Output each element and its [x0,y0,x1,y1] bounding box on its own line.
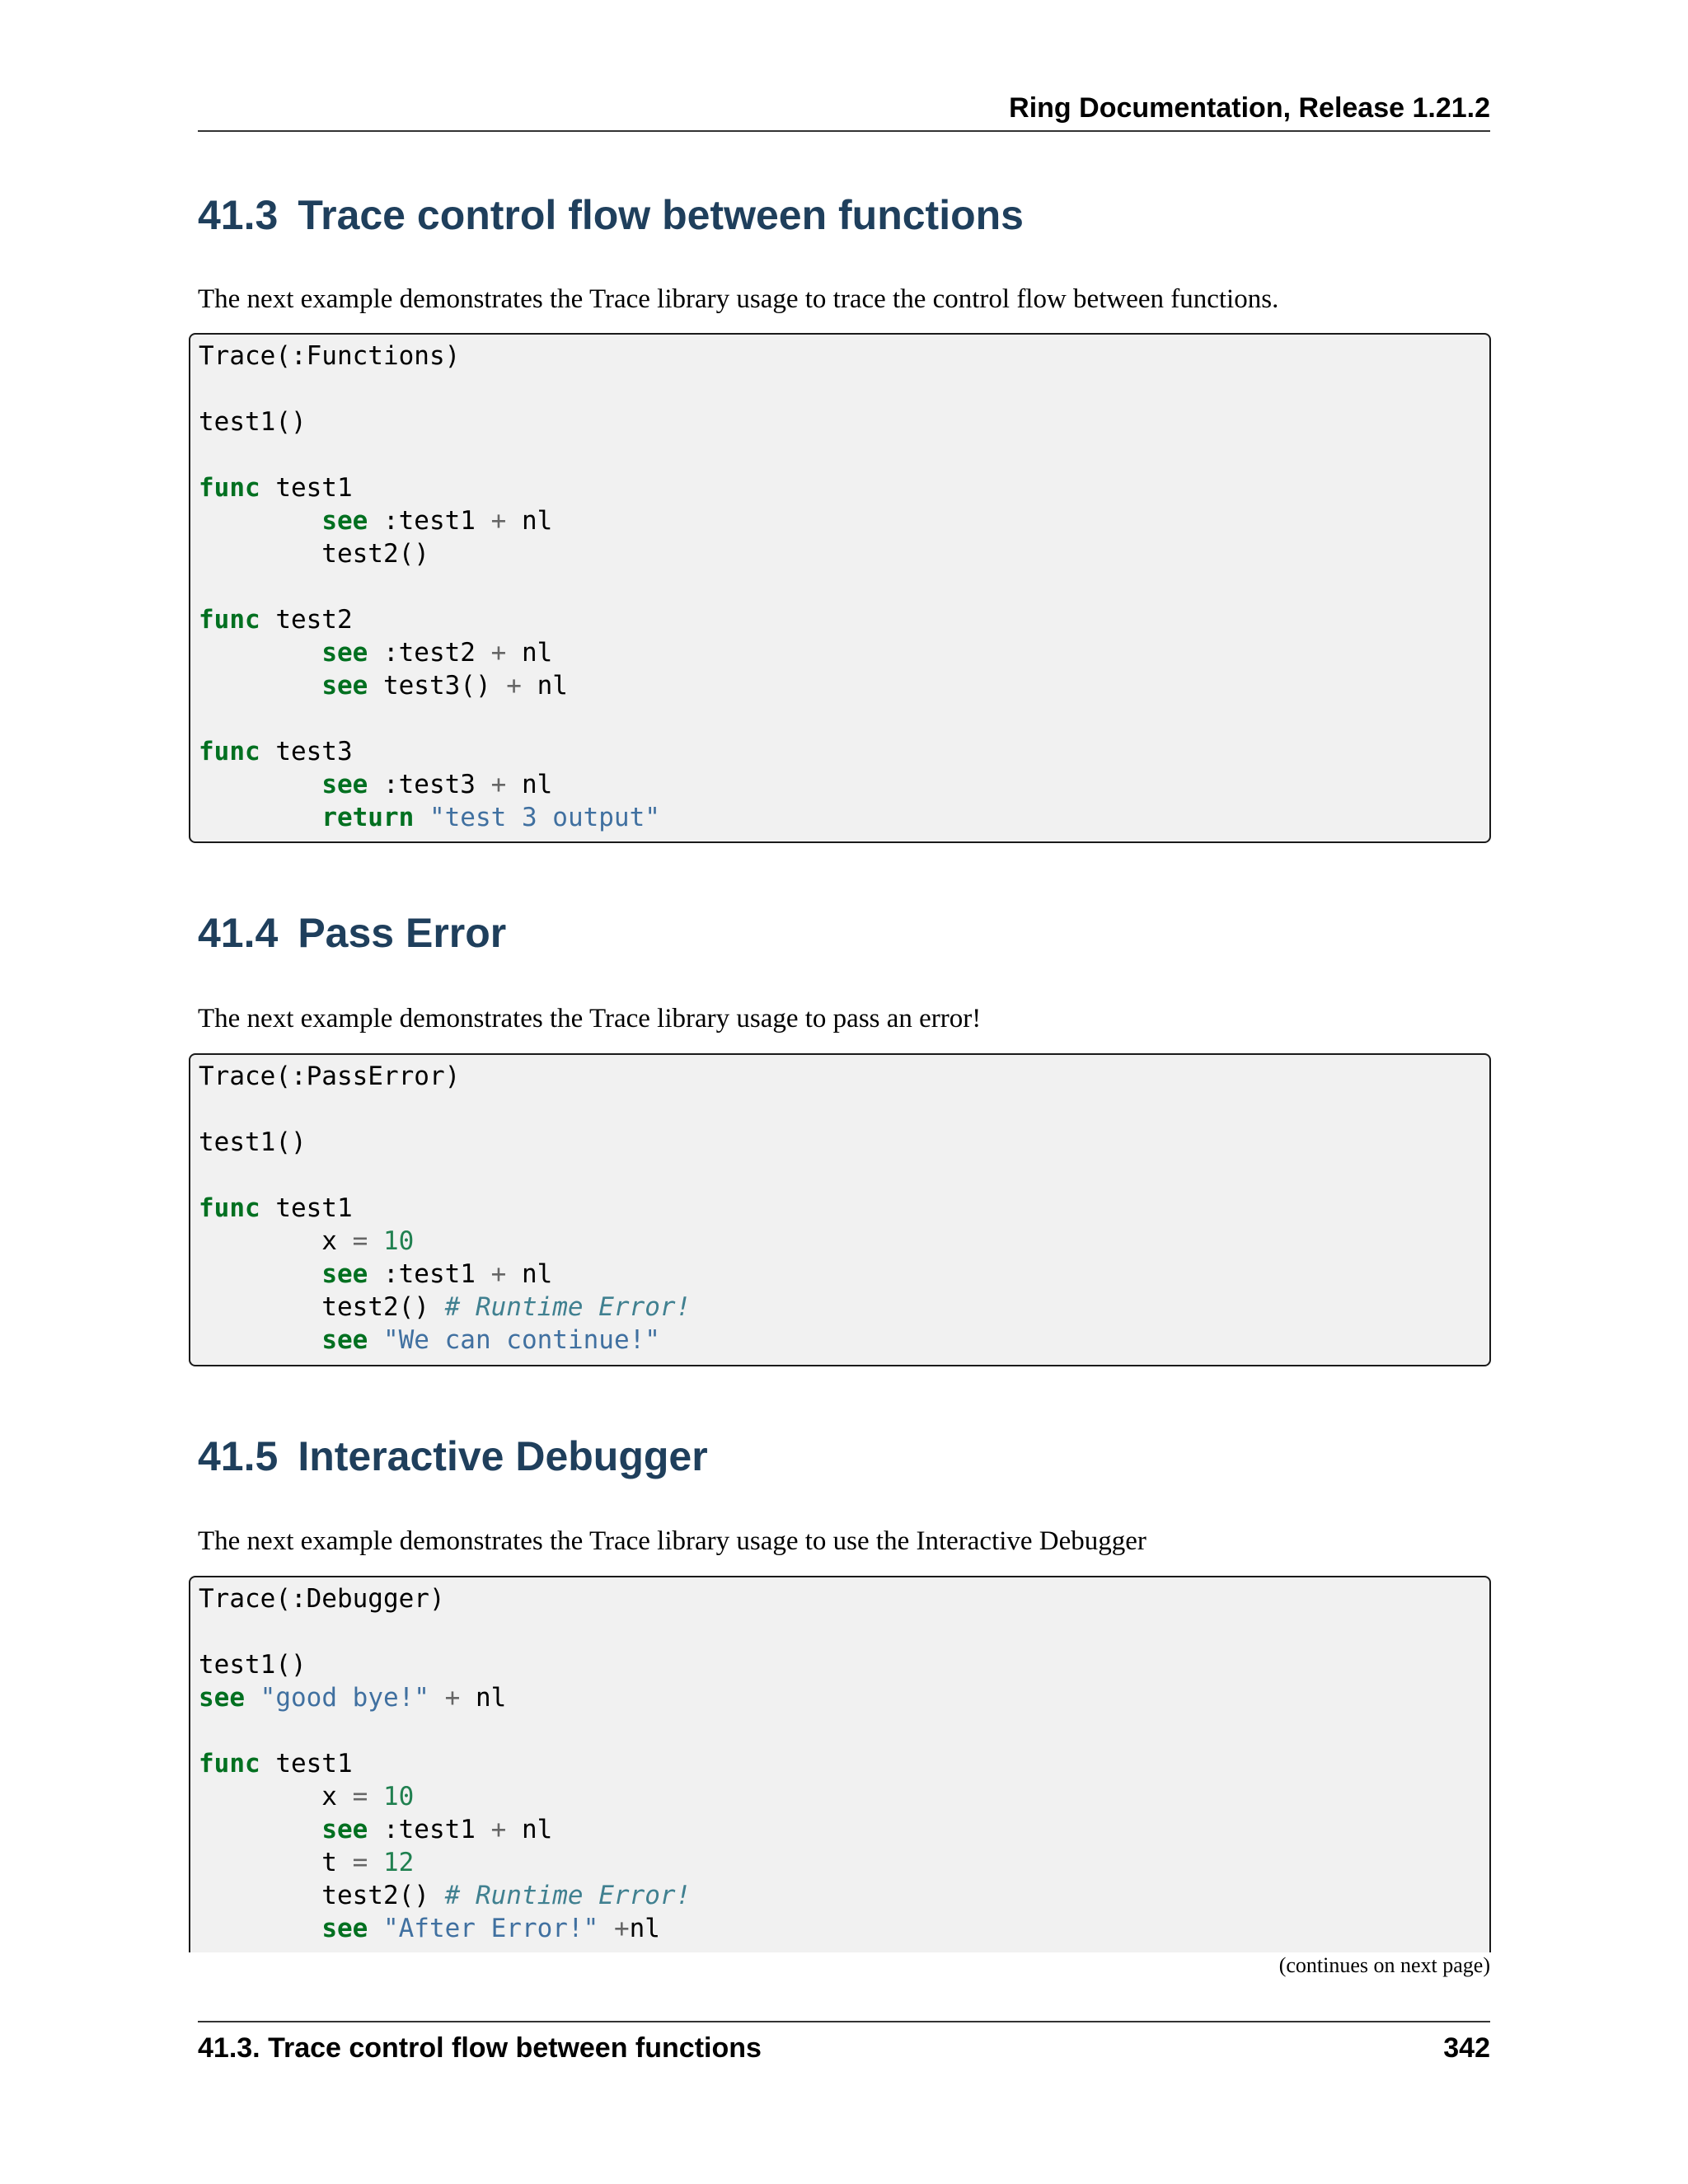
code-text: :test1 [368,1259,491,1289]
code-text [429,1683,445,1713]
code-string: "test 3 output" [429,803,660,832]
code-text [368,1226,383,1256]
code-line [199,405,1489,438]
code-line [199,702,1489,735]
code-line [199,1126,1489,1159]
code-text: :test1 [368,506,491,536]
section-number: 41.4 [198,910,279,956]
code-text: nl [460,1683,507,1713]
code-line [199,1648,1489,1681]
section-intro-41-5: The next example demonstrates the Trace library usage to use the Interactive Debugger [198,1526,1146,1556]
code-line [199,1093,1489,1126]
code-line [199,1291,1489,1324]
code-block-pass-error [189,1053,1491,1366]
code-block-trace-functions [189,333,1491,843]
code-line [199,373,1489,405]
code-keyword: func [199,605,260,635]
code-text [199,1815,321,1844]
code-text [368,1848,383,1877]
code-line [199,1681,1489,1714]
page-number: 342 [1443,2032,1490,2064]
code-keyword: func [199,1749,260,1779]
code-operator: + [506,671,522,701]
code-keyword: see [321,1259,368,1289]
section-title-text: Pass Error [298,910,507,956]
code-text: nl [521,671,568,701]
section-heading-41-4 [198,909,506,957]
code-text: test2() [199,1881,445,1910]
code-line [199,1780,1489,1813]
code-operator: + [490,506,507,536]
code-text: nl [506,506,553,536]
code-block-interactive-debugger [189,1576,1491,1952]
code-text: test2 [260,605,353,635]
code-line [199,1879,1489,1912]
code-text: Trace(:PassError) [199,1062,461,1091]
code-line [199,537,1489,570]
code-text: nl [506,1815,553,1844]
section-title-text: Trace control flow between functions [298,192,1024,238]
code-text [368,1325,383,1355]
code-text: nl [506,1259,553,1289]
code-text: nl [506,770,553,799]
section-heading-41-3 [198,191,1024,239]
code-text: test2() [199,1292,445,1322]
code-line [199,669,1489,702]
code-keyword: see [321,770,368,799]
code-line [199,1192,1489,1225]
code-operator: + [613,1914,630,1943]
code-keyword: return [321,803,415,832]
code-text: t [199,1848,353,1877]
code-text: :test3 [368,770,491,799]
code-text: test1 [260,1193,353,1223]
page-header [198,91,1490,132]
code-text: test1() [199,1127,307,1157]
code-text [199,770,321,799]
code-keyword: see [199,1683,245,1713]
code-line [199,1813,1489,1846]
code-text: :test1 [368,1815,491,1844]
section-heading-41-5 [198,1432,708,1480]
code-text [414,803,429,832]
code-line [199,735,1489,768]
code-text: nl [629,1914,660,1943]
code-line [199,1912,1489,1945]
code-keyword: see [321,638,368,668]
code-string: "We can continue!" [382,1325,660,1355]
footer-section-title: 41.3. Trace control flow between functions [198,2032,762,2064]
code-text: nl [506,638,553,668]
code-number: 10 [382,1226,415,1256]
code-number: 10 [382,1782,415,1811]
code-line [199,636,1489,669]
code-text [199,1325,321,1355]
section-intro-41-3: The next example demonstrates the Trace library usage to trace the control flow between functions. [198,284,1279,314]
code-operator: + [444,1683,461,1713]
section-number: 41.3 [198,192,279,238]
code-line [199,1060,1489,1093]
code-number: 12 [382,1848,415,1877]
code-text [199,803,321,832]
code-operator: + [490,1259,507,1289]
code-line [199,340,1489,373]
code-text: :test2 [368,638,491,668]
code-line [199,1159,1489,1192]
code-text [598,1914,614,1943]
code-comment: # Runtime Error! [444,1881,692,1910]
code-line [199,1582,1489,1615]
code-keyword: see [321,1914,368,1943]
code-keyword: see [321,1325,368,1355]
code-text [245,1683,260,1713]
code-text: test1() [199,407,307,437]
code-string: "After Error!" [382,1914,599,1943]
code-line [199,1324,1489,1357]
code-line [199,1615,1489,1648]
code-keyword: func [199,473,260,503]
code-text: test1 [260,473,353,503]
code-keyword: func [199,1193,260,1223]
code-line [199,471,1489,504]
code-line [199,801,1489,834]
section-intro-41-4: The next example demonstrates the Trace library usage to pass an error! [198,1004,982,1033]
section-title-text: Interactive Debugger [298,1433,708,1479]
code-text: test3 [260,737,353,766]
code-text [368,1782,383,1811]
code-keyword: func [199,737,260,766]
code-text: x [199,1782,353,1811]
code-text: x [199,1226,353,1256]
code-line [199,768,1489,801]
code-line [199,570,1489,603]
code-line [199,1846,1489,1879]
code-line [199,438,1489,471]
code-keyword: see [321,506,368,536]
code-text: test2() [199,539,429,569]
code-operator: = [352,1848,368,1877]
continues-note: (continues on next page) [1278,1953,1490,1977]
code-text [199,671,321,701]
page-footer [198,2021,1490,2069]
code-text: test3() [368,671,507,701]
code-text [368,1914,383,1943]
code-text: Trace(:Debugger) [199,1584,445,1614]
code-line [199,1225,1489,1258]
code-keyword: see [321,671,368,701]
code-text: test1 [260,1749,353,1779]
code-line [199,504,1489,537]
code-comment: # Runtime Error! [444,1292,692,1322]
section-number: 41.5 [198,1433,279,1479]
code-string: "good bye!" [260,1683,429,1713]
code-text [199,638,321,668]
code-line [199,1258,1489,1291]
code-text: test1() [199,1650,307,1680]
code-operator: + [490,638,507,668]
code-line [199,1714,1489,1747]
code-text [199,1914,321,1943]
code-line [199,1747,1489,1780]
code-text: Trace(:Functions) [199,341,461,371]
document-title: Ring Documentation, Release 1.21.2 [1009,92,1490,124]
code-keyword: see [321,1815,368,1844]
code-operator: + [490,770,507,799]
code-operator: = [352,1226,368,1256]
code-text [199,1259,321,1289]
code-line [199,603,1489,636]
code-text [199,506,321,536]
code-operator: + [490,1815,507,1844]
code-operator: = [352,1782,368,1811]
